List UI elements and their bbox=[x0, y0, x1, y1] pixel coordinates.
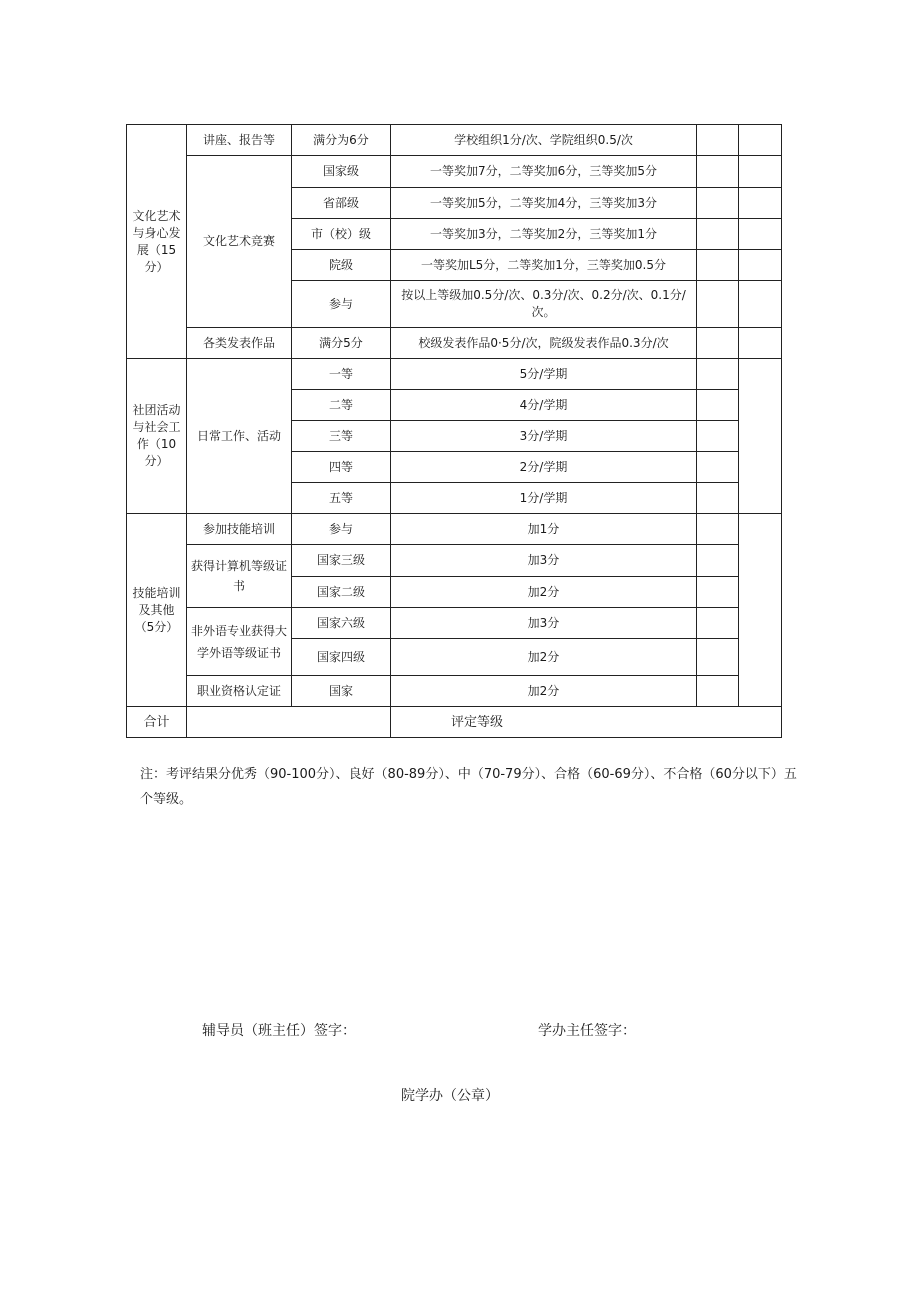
item-cell: 日常工作、活动 bbox=[187, 359, 292, 514]
item-cell: 获得计算机等级证书 bbox=[187, 545, 292, 608]
score-cell bbox=[697, 188, 739, 219]
score-cell bbox=[739, 328, 782, 359]
rule-cell: 一等奖加L5分，二等奖加1分，三等奖加0.5分 bbox=[391, 250, 697, 281]
table-row bbox=[127, 125, 782, 156]
level-cell: 国家 bbox=[292, 676, 391, 707]
score-cell bbox=[739, 281, 782, 328]
level-cell: 市（校）级 bbox=[292, 219, 391, 250]
rule-cell: 加2分 bbox=[391, 639, 697, 676]
score-cell bbox=[697, 219, 739, 250]
level-cell: 省部级 bbox=[292, 188, 391, 219]
score-cell bbox=[697, 281, 739, 328]
rule-cell: 一等奖加7分，二等奖加6分，三等奖加5分 bbox=[391, 156, 697, 188]
table-row bbox=[127, 156, 782, 188]
total-label: 合计 bbox=[127, 707, 187, 738]
category-skills: 技能培训及其他（5分） bbox=[127, 514, 187, 707]
rule-cell: 4分/学期 bbox=[391, 390, 697, 421]
level-cell: 五等 bbox=[292, 483, 391, 514]
score-cell bbox=[697, 156, 739, 188]
table-row bbox=[127, 359, 782, 390]
score-cell bbox=[697, 676, 739, 707]
rule-cell: 5分/学期 bbox=[391, 359, 697, 390]
score-cell bbox=[697, 250, 739, 281]
table-row bbox=[127, 676, 782, 707]
score-cell bbox=[739, 188, 782, 219]
level-cell: 满分为6分 bbox=[292, 125, 391, 156]
score-cell bbox=[697, 577, 739, 608]
score-cell bbox=[697, 483, 739, 514]
table-row bbox=[127, 707, 782, 738]
level-cell: 国家六级 bbox=[292, 608, 391, 639]
counselor-signature-label: 辅导员（班主任）签字： bbox=[202, 1023, 356, 1039]
table-row bbox=[127, 514, 782, 545]
rule-cell: 2分/学期 bbox=[391, 452, 697, 483]
evaluation-score-table bbox=[126, 124, 782, 738]
item-cell: 讲座、报告等 bbox=[187, 125, 292, 156]
rule-cell: 一等奖加5分，二等奖加4分，三等奖加3分 bbox=[391, 188, 697, 219]
rule-cell: 加1分 bbox=[391, 514, 697, 545]
score-cell bbox=[697, 545, 739, 577]
score-cell bbox=[697, 328, 739, 359]
score-cell bbox=[739, 156, 782, 188]
score-cell bbox=[739, 359, 782, 514]
score-cell bbox=[697, 608, 739, 639]
category-culture: 文化艺术与身心发展（15分） bbox=[127, 125, 187, 359]
rule-cell: 加3分 bbox=[391, 608, 697, 639]
rule-cell: 加2分 bbox=[391, 676, 697, 707]
level-cell: 四等 bbox=[292, 452, 391, 483]
item-cell: 各类发表作品 bbox=[187, 328, 292, 359]
rule-cell: 校级发表作品0·5分/次，院级发表作品0.3分/次 bbox=[391, 328, 697, 359]
score-cell bbox=[697, 359, 739, 390]
item-cell: 文化艺术竞赛 bbox=[187, 156, 292, 328]
rule-cell: 按以上等级加0.5分/次、0.3分/次、0.2分/次、0.1分/次。 bbox=[391, 281, 697, 328]
table-row bbox=[127, 608, 782, 639]
rule-cell: 加3分 bbox=[391, 545, 697, 577]
item-cell: 非外语专业获得大学外语等级证书 bbox=[187, 608, 292, 676]
item-cell: 参加技能培训 bbox=[187, 514, 292, 545]
office-director-signature-label: 学办主任签字： bbox=[538, 1023, 636, 1039]
score-cell bbox=[697, 125, 739, 156]
score-cell bbox=[739, 219, 782, 250]
level-cell: 国家四级 bbox=[292, 639, 391, 676]
score-cell bbox=[697, 421, 739, 452]
level-cell: 满分5分 bbox=[292, 328, 391, 359]
level-cell: 院级 bbox=[292, 250, 391, 281]
level-cell: 二等 bbox=[292, 390, 391, 421]
table-row bbox=[127, 545, 782, 577]
grade-label: 评定等级 bbox=[391, 707, 782, 738]
level-cell: 参与 bbox=[292, 281, 391, 328]
level-cell: 国家级 bbox=[292, 156, 391, 188]
score-cell bbox=[739, 125, 782, 156]
level-cell: 国家二级 bbox=[292, 577, 391, 608]
score-cell bbox=[697, 639, 739, 676]
office-seal-label: 院学办（公章） bbox=[401, 1088, 499, 1104]
total-value-cell bbox=[187, 707, 391, 738]
rule-cell: 3分/学期 bbox=[391, 421, 697, 452]
rule-cell: 学校组织1分/次、学院组织0.5/次 bbox=[391, 125, 697, 156]
score-cell bbox=[697, 514, 739, 545]
level-cell: 国家三级 bbox=[292, 545, 391, 577]
rule-cell: 一等奖加3分，二等奖加2分，三等奖加1分 bbox=[391, 219, 697, 250]
score-cell bbox=[697, 452, 739, 483]
level-cell: 一等 bbox=[292, 359, 391, 390]
category-social: 社团活动与社会工作（10分） bbox=[127, 359, 187, 514]
grading-note: 注：考评结果分优秀（90-100分）、良好（80-89分）、中（70-79分）、合格（60-69分）、不合格（60分以下）五个等级。 bbox=[140, 767, 797, 807]
level-cell: 参与 bbox=[292, 514, 391, 545]
rule-cell: 1分/学期 bbox=[391, 483, 697, 514]
rule-cell: 加2分 bbox=[391, 577, 697, 608]
item-cell: 职业资格认定证 bbox=[187, 676, 292, 707]
level-cell: 三等 bbox=[292, 421, 391, 452]
score-cell bbox=[739, 514, 782, 707]
score-cell bbox=[739, 250, 782, 281]
table-row bbox=[127, 328, 782, 359]
score-cell bbox=[697, 390, 739, 421]
